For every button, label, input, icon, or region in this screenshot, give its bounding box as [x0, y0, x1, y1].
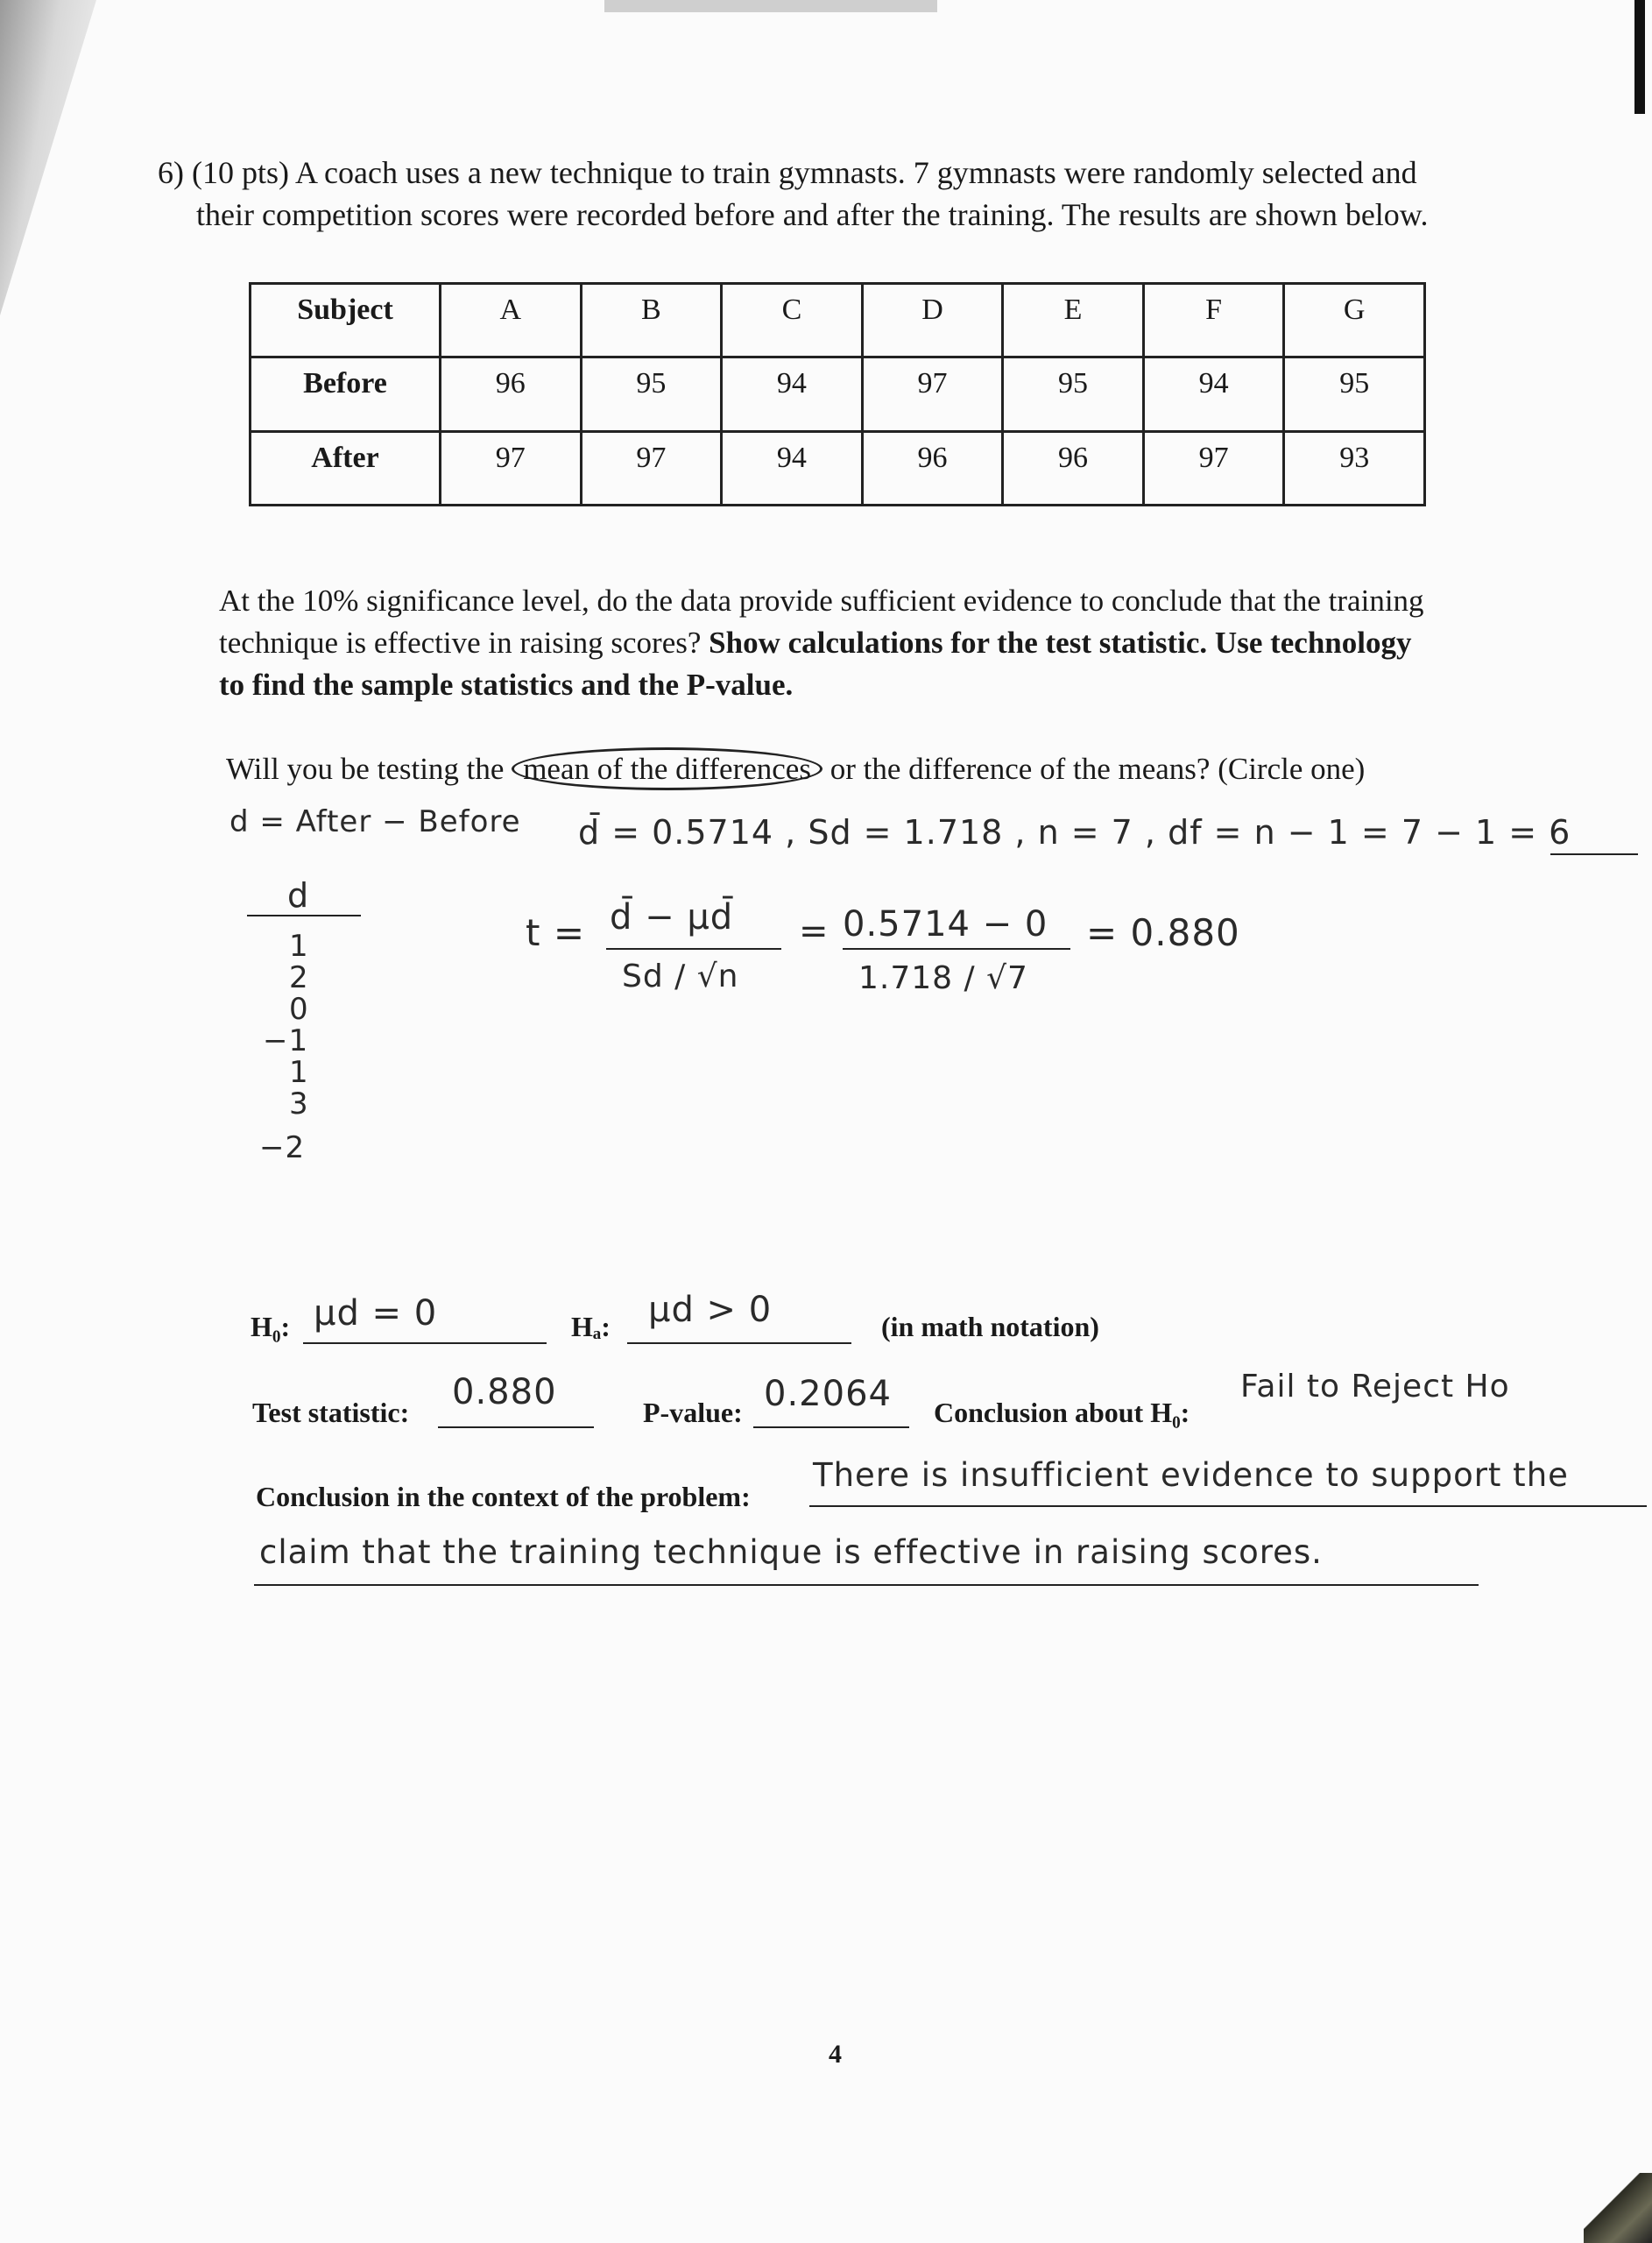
circle-question-prefix: Will you be testing the: [226, 752, 512, 786]
table-cell: 94: [1143, 357, 1284, 431]
prompt-line-3: to find the sample statistics and the P-value.: [219, 668, 794, 702]
t-equals: =: [799, 911, 830, 952]
prompt-line-1: At the 10% significance level, do the data provide sufficient evidence to conclude that the training: [219, 584, 1424, 618]
circled-answer: mean of the differences: [512, 747, 822, 790]
table-header-cell: C: [722, 284, 863, 357]
pvalue-value: 0.2064: [764, 1374, 892, 1414]
test-statistic-value: 0.880: [452, 1372, 557, 1412]
difference-value: −2: [259, 1130, 306, 1165]
scan-edge-right: [1634, 0, 1645, 114]
context-line-2-rule: [254, 1584, 1479, 1586]
h0-line: [303, 1342, 547, 1344]
t-denominator: Sd / √n: [622, 959, 739, 994]
conclusion-h0-value: Fail to Reject Ho: [1240, 1369, 1510, 1405]
scan-corner-bottom-right: [1584, 2173, 1652, 2243]
row-label: Before: [251, 357, 441, 431]
t-fraction-bar: [606, 948, 781, 950]
difference-value: 3: [289, 1086, 309, 1122]
table-cell: 93: [1284, 431, 1425, 505]
conclusion-h0-label: Conclusion about H₀:: [934, 1397, 1190, 1428]
t-label: t =: [526, 911, 586, 954]
prompt-line-2-bold: Show calculations for the test statistic. Use technology: [709, 626, 1412, 660]
t-fraction-bar-values: [843, 948, 1070, 950]
prompt-line-2: [219, 626, 1412, 661]
t-denominator-values: 1.718 / √7: [858, 960, 1028, 996]
prompt-line-2-plain: technique is effective in raising scores?: [219, 626, 710, 660]
difference-definition: d = After − Before: [229, 804, 521, 839]
circle-question-suffix: or the difference of the means? (Circle one): [822, 752, 1366, 786]
table-header-cell: E: [1003, 284, 1144, 357]
difference-value: 1: [289, 1055, 309, 1090]
table-header-cell: F: [1143, 284, 1284, 357]
difference-value: −1: [263, 1023, 309, 1058]
table-cell: 96: [1003, 431, 1144, 505]
question-line-2: their competition scores were recorded before and after the training. The results are shown below.: [196, 197, 1429, 232]
table-cell: 95: [581, 357, 722, 431]
table-row-after: [251, 431, 1425, 505]
table-header-cell: D: [862, 284, 1003, 357]
table-cell: 97: [1143, 431, 1284, 505]
table-cell: 96: [862, 431, 1003, 505]
sample-statistics: d̄ = 0.5714 , Sd = 1.718 , n = 7 , df = n − 1 = 7 − 1 = 6: [578, 813, 1571, 852]
page-fold-shadow: [0, 0, 96, 315]
ha-value: μd > 0: [648, 1290, 773, 1330]
table-cell: 95: [1003, 357, 1144, 431]
table-header-cell: G: [1284, 284, 1425, 357]
context-line-1-rule: [809, 1505, 1647, 1507]
question-line-1: 6) (10 pts) A coach uses a new technique to train gymnasts. 7 gymnasts were randomly selected and: [158, 155, 1417, 190]
table-cell: 97: [581, 431, 722, 505]
table-cell: 94: [722, 431, 863, 505]
table-header-cell: A: [441, 284, 582, 357]
pvalue-line: [753, 1426, 909, 1428]
context-line-2: claim that the training technique is effective in raising scores.: [259, 1533, 1323, 1571]
h0-value: μd = 0: [314, 1293, 438, 1334]
test-statistic-line: [438, 1426, 594, 1428]
difference-value: 0: [289, 992, 309, 1027]
table-cell: 97: [862, 357, 1003, 431]
t-result: = 0.880: [1086, 911, 1240, 954]
circle-question: [226, 752, 1365, 787]
differences-header-rule: [247, 915, 361, 916]
test-statistic-label: Test statistic:: [252, 1397, 410, 1428]
table-row-before: [251, 357, 1425, 431]
table-header-row: [251, 284, 1425, 357]
table-cell: 96: [441, 357, 582, 431]
row-label: After: [251, 431, 441, 505]
ha-label: Hₐ:: [571, 1311, 611, 1342]
table-cell: 94: [722, 357, 863, 431]
table-header-cell: B: [581, 284, 722, 357]
t-numerator: d̄ − μd̄: [610, 897, 734, 938]
table-header-cell: Subject: [251, 284, 441, 357]
scan-edge-top: [604, 0, 937, 12]
difference-value: 1: [289, 929, 309, 964]
context-label: Conclusion in the context of the problem:: [256, 1481, 751, 1512]
ha-line: [627, 1342, 851, 1344]
differences-header: d: [287, 876, 310, 915]
scores-table: [249, 282, 1426, 506]
page-number: 4: [829, 2040, 842, 2069]
stats-underline: [1550, 853, 1638, 855]
context-line-1: There is insufficient evidence to support the: [813, 1456, 1569, 1494]
table-cell: 97: [441, 431, 582, 505]
notation-note: (in math notation): [881, 1311, 1099, 1342]
difference-value: 2: [289, 960, 309, 995]
h0-label: H₀:: [251, 1311, 291, 1342]
pvalue-label: P-value:: [643, 1397, 743, 1428]
table-cell: 95: [1284, 357, 1425, 431]
t-numerator-values: 0.5714 − 0: [843, 904, 1048, 945]
